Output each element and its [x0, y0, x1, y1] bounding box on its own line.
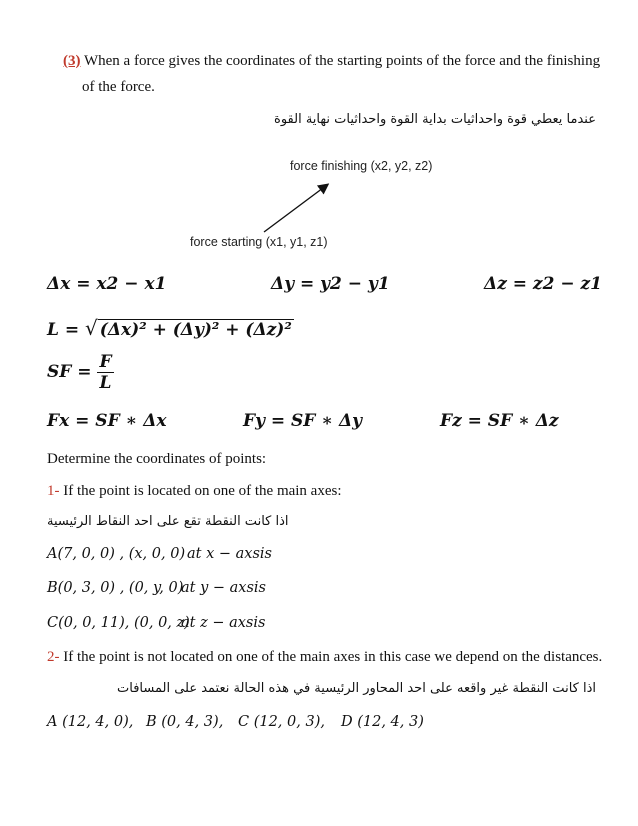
point-b-axis: B(0, 3, 0) , (0, y, 0) — [47, 580, 184, 596]
length-lhs: L = — [47, 320, 80, 340]
case2-number: 2- — [47, 649, 60, 665]
fy-formula: Fy = SF ∗ Δy — [243, 411, 363, 431]
point-a-axis: A(7, 0, 0) , (x, 0, 0) — [47, 546, 186, 562]
force-vector-line — [264, 185, 327, 232]
force-starting-label: force starting (x1, y1, z1) — [190, 235, 328, 249]
point-b-general: B (0, 4, 3), — [146, 714, 224, 730]
case2-line — [47, 649, 602, 666]
coords-heading: Determine the coordinates of points: — [47, 451, 267, 467]
case1-text: If the point is located on one of the main axes: — [59, 483, 342, 499]
case1-arabic: اذا كانت النقطة تقع على احد النقاط الرئيسية — [47, 514, 289, 529]
delta-x-formula: Δx = x2 − x1 — [47, 274, 167, 294]
sqrt-sign: √ — [85, 316, 98, 340]
force-finishing-label: force finishing (x2, y2, z2) — [290, 159, 433, 173]
point-c-axis-label: at z − axsis — [181, 615, 266, 631]
case2-text: If the point is not located on one of the main axes in this case we depend on the distances. — [59, 649, 603, 665]
fz-formula: Fz = SF ∗ Δz — [440, 411, 559, 431]
point-a-axis-label: at x − axsis — [187, 546, 272, 562]
delta-y-formula: Δy = y2 − y1 — [271, 274, 390, 294]
sf-fraction — [97, 352, 113, 393]
length-radicand: (Δx)² + (Δy)² + (Δz)² — [99, 320, 292, 340]
case1-line — [47, 483, 342, 500]
sf-denominator: L — [99, 373, 112, 393]
section-number: (3) — [63, 53, 81, 69]
point-c-axis: C(0, 0, 11), (0, 0, z) — [47, 615, 190, 631]
point-b-axis-label: at y − axsis — [181, 580, 266, 596]
case2-arabic: اذا كانت النقطة غير واقعه على احد المحاور الرئيسية في هذه الحالة نعتمد على المسافات — [117, 681, 596, 696]
intro-text: When a force gives the coordinates of the starting points of the force and the finishing — [80, 53, 601, 69]
force-arrow — [255, 178, 335, 238]
delta-z-formula: Δz = z2 − z1 — [484, 274, 602, 294]
sf-lhs: SF = — [47, 362, 92, 382]
fx-formula: Fx = SF ∗ Δx — [47, 411, 167, 431]
length-formula — [47, 316, 294, 340]
intro-arabic: عندما يعطي قوة واحداثيات بداية القوة واحداثيات نهاية القوة — [274, 112, 596, 127]
point-a-general: A (12, 4, 0), — [47, 714, 134, 730]
sf-formula — [47, 352, 114, 393]
point-c-general: C (12, 0, 3), — [238, 714, 325, 730]
case1-number: 1- — [47, 483, 60, 499]
intro-line-2: of the force. — [82, 79, 155, 95]
intro-line-1 — [63, 53, 600, 70]
point-d-general: D (12, 4, 3) — [341, 714, 424, 730]
sf-numerator: F — [99, 352, 112, 372]
